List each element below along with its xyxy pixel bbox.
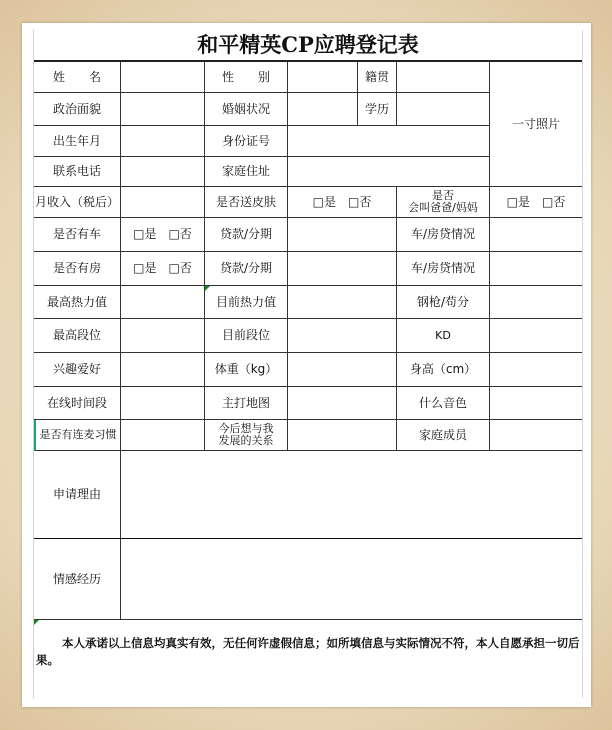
car-loan-field[interactable]: [288, 218, 397, 252]
play-style-label: 钢枪/苟分: [397, 286, 490, 319]
car-options: [121, 218, 205, 252]
car-loan-status-label: 车/房贷情况: [397, 218, 490, 252]
online-time-field[interactable]: [121, 387, 205, 420]
origin-label: 籍贯: [358, 62, 397, 93]
kd-label: KD: [397, 319, 490, 353]
origin-field[interactable]: [397, 62, 490, 93]
main-map-label: 主打地图: [205, 387, 288, 420]
politics-label: 政治面貌: [34, 93, 121, 126]
height-label: 身高（cm）: [397, 353, 490, 387]
skin-yes-checkbox[interactable]: □是: [312, 194, 336, 209]
reason-field[interactable]: [121, 451, 582, 539]
gender-label: 性 别: [205, 62, 288, 93]
call-no-checkbox[interactable]: □否: [542, 194, 566, 209]
car-label: 是否有车: [34, 218, 121, 252]
education-field[interactable]: [397, 93, 490, 126]
hobby-label: 兴趣爱好: [34, 353, 121, 387]
call-parent-label-line2: 会叫爸爸/妈妈: [408, 201, 478, 214]
house-loan-field[interactable]: [288, 252, 397, 286]
cur-heat-label: 目前热力值: [205, 286, 288, 319]
call-parent-label-line1: 是否: [432, 189, 454, 202]
hobby-field[interactable]: [121, 353, 205, 387]
house-yes-checkbox[interactable]: □是: [133, 261, 157, 275]
emotion-label: 情感经历: [34, 539, 121, 620]
relation-label: 今后想与我发展的关系: [205, 420, 288, 451]
call-yes-checkbox[interactable]: □是: [506, 194, 530, 209]
max-rank-field[interactable]: [121, 319, 205, 353]
house-loan-label: 贷款/分期: [205, 252, 288, 286]
car-yes-checkbox[interactable]: □是: [133, 227, 157, 241]
family-label: 家庭成员: [397, 420, 490, 451]
education-label: 学历: [358, 93, 397, 126]
id-label: 身份证号: [205, 126, 288, 157]
car-no-checkbox[interactable]: □否: [168, 227, 192, 241]
online-time-label: 在线时间段: [34, 387, 121, 420]
play-style-field[interactable]: [490, 286, 582, 319]
address-label: 家庭住址: [205, 157, 288, 187]
skin-options: [288, 187, 397, 218]
cur-heat-field[interactable]: [288, 286, 397, 319]
birth-field[interactable]: [121, 126, 205, 157]
declaration-text: 本人承诺以上信息均真实有效，无任何许虚假信息；如所填信息与实际情况不符，本人自愿承担一切后果。: [36, 636, 580, 667]
skin-no-checkbox[interactable]: □否: [348, 194, 372, 209]
form-title: 和平精英CP应聘登记表: [197, 32, 419, 57]
car-loan-status-field[interactable]: [490, 218, 582, 252]
max-rank-label: 最高段位: [34, 319, 121, 353]
family-field[interactable]: [490, 420, 582, 451]
max-heat-label: 最高热力值: [34, 286, 121, 319]
voice-field[interactable]: [490, 387, 582, 420]
skin-label: 是否送皮肤: [205, 187, 288, 218]
marital-field[interactable]: [288, 93, 358, 126]
reason-label: 申请理由: [34, 451, 121, 539]
cur-rank-label: 目前段位: [205, 319, 288, 353]
emotion-field[interactable]: [121, 539, 582, 620]
relation-field[interactable]: [288, 420, 397, 451]
name-field[interactable]: [121, 62, 205, 93]
phone-label: 联系电话: [34, 157, 121, 187]
mic-habit-field[interactable]: [121, 420, 205, 451]
income-label: 月收入（税后）: [34, 187, 121, 218]
weight-field[interactable]: [288, 353, 397, 387]
call-parent-label: [397, 187, 490, 218]
politics-field[interactable]: [121, 93, 205, 126]
marital-label: 婚姻状况: [205, 93, 288, 126]
weight-label: 体重（kg）: [205, 353, 288, 387]
address-field[interactable]: [288, 157, 490, 187]
main-map-field[interactable]: [288, 387, 397, 420]
house-options: [121, 252, 205, 286]
kd-field[interactable]: [490, 319, 582, 353]
photo-box[interactable]: 一寸照片: [490, 62, 582, 187]
cur-rank-field[interactable]: [288, 319, 397, 353]
income-field[interactable]: [121, 187, 205, 218]
voice-label: 什么音色: [397, 387, 490, 420]
height-field[interactable]: [490, 353, 582, 387]
house-loan-status-label: 车/房贷情况: [397, 252, 490, 286]
cell-comment-marker-2: [34, 620, 39, 625]
registration-form: [33, 30, 583, 698]
cell-comment-marker: [205, 286, 210, 291]
call-parent-options: [490, 187, 582, 218]
birth-label: 出生年月: [34, 126, 121, 157]
gender-field[interactable]: [288, 62, 358, 93]
name-label: 姓 名: [34, 62, 121, 93]
car-loan-label: 贷款/分期: [205, 218, 288, 252]
house-label: 是否有房: [34, 252, 121, 286]
max-heat-field[interactable]: [121, 286, 205, 319]
id-field[interactable]: [288, 126, 490, 157]
house-loan-status-field[interactable]: [490, 252, 582, 286]
house-no-checkbox[interactable]: □否: [168, 261, 192, 275]
phone-field[interactable]: [121, 157, 205, 187]
mic-habit-label: 是否有连麦习惯: [34, 420, 121, 451]
